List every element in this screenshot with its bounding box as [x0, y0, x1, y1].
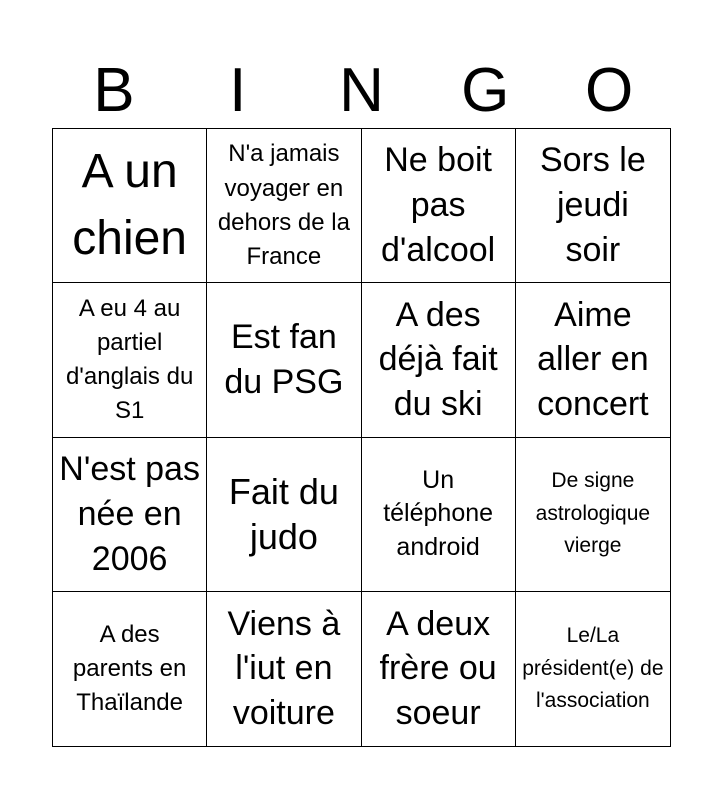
bingo-cell-16[interactable] [516, 592, 670, 746]
cell-label: A deux frère ou soeur [379, 604, 497, 733]
cell-label: Aime aller en concert [537, 295, 649, 424]
bingo-cell-2[interactable] [207, 129, 361, 283]
cell-label: N'a jamais voyager en dehors de la France [217, 140, 350, 270]
bingo-cell-15[interactable] [362, 592, 516, 746]
header-letter-n: N [339, 56, 384, 125]
bingo-cell-7[interactable] [362, 283, 516, 437]
cell-label: Ne boit pas d'alcool [381, 141, 496, 270]
bingo-cell-13[interactable] [53, 592, 207, 746]
header-letter-o: O [584, 56, 634, 125]
bingo-cell-8[interactable] [516, 283, 670, 437]
bingo-grid [52, 128, 671, 747]
cell-label: A des déjà fait du ski [378, 295, 498, 424]
cell-label: Le/La président(e) de l'association [522, 624, 664, 713]
cell-label: A des parents en Thaïlande [72, 620, 187, 716]
bingo-cell-11[interactable] [362, 438, 516, 592]
bingo-cell-5[interactable] [53, 283, 207, 437]
bingo-cell-1[interactable] [53, 129, 207, 283]
bingo-header [52, 58, 671, 124]
bingo-cell-3[interactable] [362, 129, 516, 283]
bingo-cell-4[interactable] [516, 129, 670, 283]
bingo-cell-14[interactable] [207, 592, 361, 746]
header-letter-g: G [461, 56, 510, 125]
cell-label: Viens à l'iut en voiture [227, 604, 341, 733]
cell-label: A un chien [72, 145, 187, 265]
bingo-cell-10[interactable] [207, 438, 361, 592]
cell-label: A eu 4 au partiel d'anglais du S1 [65, 294, 194, 424]
header-letter-b: B [93, 56, 135, 125]
cell-label: N'est pas née en 2006 [59, 449, 200, 578]
bingo-cell-12[interactable] [516, 438, 670, 592]
header-letter-i: I [229, 56, 247, 125]
bingo-cell-9[interactable] [53, 438, 207, 592]
cell-label: Fait du judo [228, 471, 339, 558]
cell-label: Un téléphone android [383, 465, 494, 561]
cell-label: Est fan du PSG [224, 318, 344, 401]
cell-label: Sors le jeudi soir [539, 141, 646, 270]
bingo-cell-6[interactable] [207, 283, 361, 437]
cell-label: De signe astrologique vierge [535, 469, 651, 558]
